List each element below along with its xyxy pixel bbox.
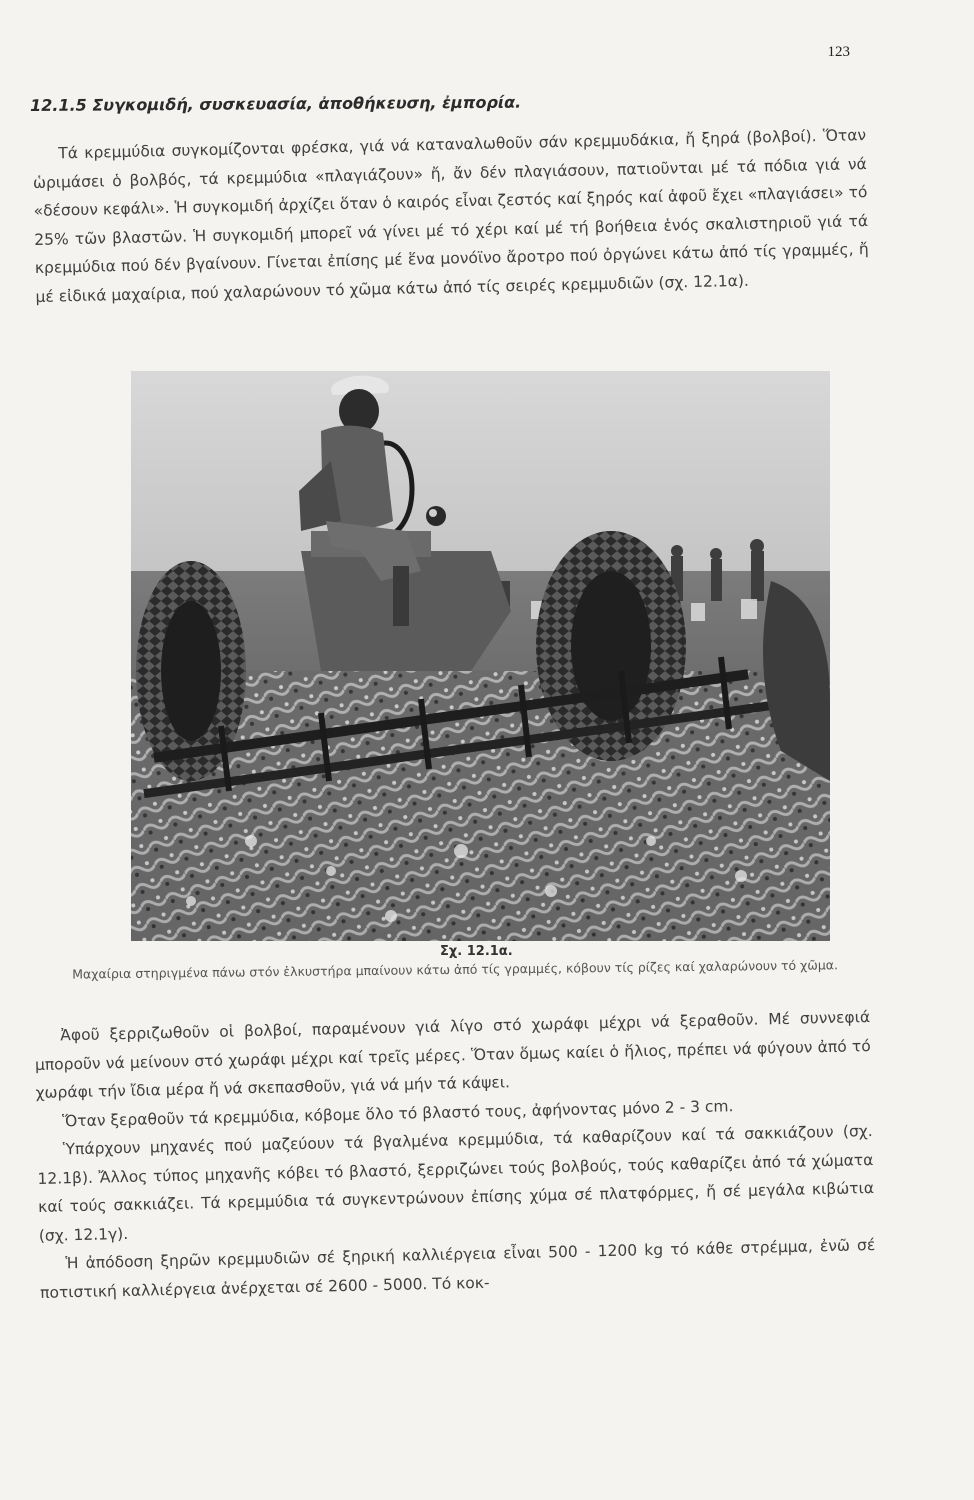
page-number: 123 — [827, 44, 850, 60]
figure-photo-tractor-harvest — [131, 371, 830, 941]
intro-paragraph-block — [32, 121, 870, 311]
paragraph-drying: Ἀφοῦ ξερριζωθοῦν οἱ βολβοί, παραμένουν γιά λίγο στό χωράφι μέχρι νά ξεραθοῦν. Μέ συννεφιά μποροῦν νά μείνουν στό χωράφι μέχρι καί τρεῖς μέρες. Ὅταν ὅμως καίει ὁ ἥλιος, πρέπει νά φύγουν ἀπό τό χωράφι τήν ἴδια μέρα ἤ νά σκεπασθοῦν, γιά νά μήν τά κάψει. — [34, 1008, 871, 1102]
intro-paragraph: Τά κρεμμύδια συγκομίζονται φρέσκα, γιά νά καταναλωθοῦν σάν κρεμμυδάκια, ἤ ξηρά (βολβοί). Ὅταν ὡριμάσει ὁ βολβός, τά κρεμμύδια «πλαγιάζουν» ἤ, ἄν δέν πλαγιάσουν, πατιοῦνται μέ τά πόδια γιά νά «δέσουν κεφάλι». Ἡ συγκομιδή ἀρχίζει ὅταν ὁ καιρός εἶναι ζεστός καί ξηρός καί ἀφοῦ ἔχει «πλαγιάσει» τό 25% τῶν βλαστῶν. Ἡ συγκομιδή μπορεῖ νά γίνει μέ τό χέρι καί μέ τή βοήθεια ἑνός σκαλιστηριοῦ γιά τά κρεμμύδια πού δέν βγαίνουν. Γίνεται ἐπίσης μέ ἕνα μονόϊνο ἄροτρο πού ὀργώνει κάτω ἀπό τίς γραμμές, ἤ μέ εἰδικά μαχαίρια, πού χαλαρώνουν τό χῶμα κάτω ἀπό τίς σειρές κρεμμυδιῶν (σχ. 12.1α). — [32, 126, 869, 306]
paragraph-machines: Ὑπάρχουν μηχανές πού μαζεύουν τά βγαλμένα κρεμμύδια, τά καθαρίζουν καί τά σακκιάζουν (σχ. 12.1β). Ἄλλος τύπος μηχανῆς κόβει τό βλαστό, ξερριζώνει τούς βολβούς, τούς καθαρίζει ἀπό τά χώματα καί τούς σακκιάζει. Τά κρεμμύδια τά συγκεντρώνουν ἐπίσης χύμα σέ πλατφόρμες, ἤ σέ μεγάλα κιβώτια (σχ. 12.1γ). — [37, 1122, 875, 1245]
paragraph-cutting: Ὅταν ξεραθοῦν τά κρεμμύδια, κόβομε ὅλο τό βλαστό τους, ἀφήνοντας μόνο 2 - 3 cm. — [62, 1096, 734, 1130]
body-paragraphs — [34, 1003, 876, 1307]
figure-caption: Μαχαίρια στηριγμένα πάνω στόν ἑλκυστήρα μπαίνουν κάτω ἀπό τίς γραμμές, κόβουν τίς ρίζες καί χαλαρώνουν τό χῶμα. — [72, 957, 839, 982]
figure-label: Σχ. 12.1α. — [440, 944, 513, 959]
paragraph-yield: Ἡ ἀπόδοση ξηρῶν κρεμμυδιῶν σέ ξηρική καλλιέργεια εἶναι 500 - 1200 kg τό κάθε στρέμμα, ἐνῶ σέ ποτιστική καλλιέργεια ἀνέρχεται σέ 2600 - 5000. Τό κοκ- — [39, 1235, 876, 1302]
section-heading: 12.1.5 Συγκομιδή, συσκευασία, ἀποθήκευση, ἐμπορία. — [30, 92, 522, 115]
